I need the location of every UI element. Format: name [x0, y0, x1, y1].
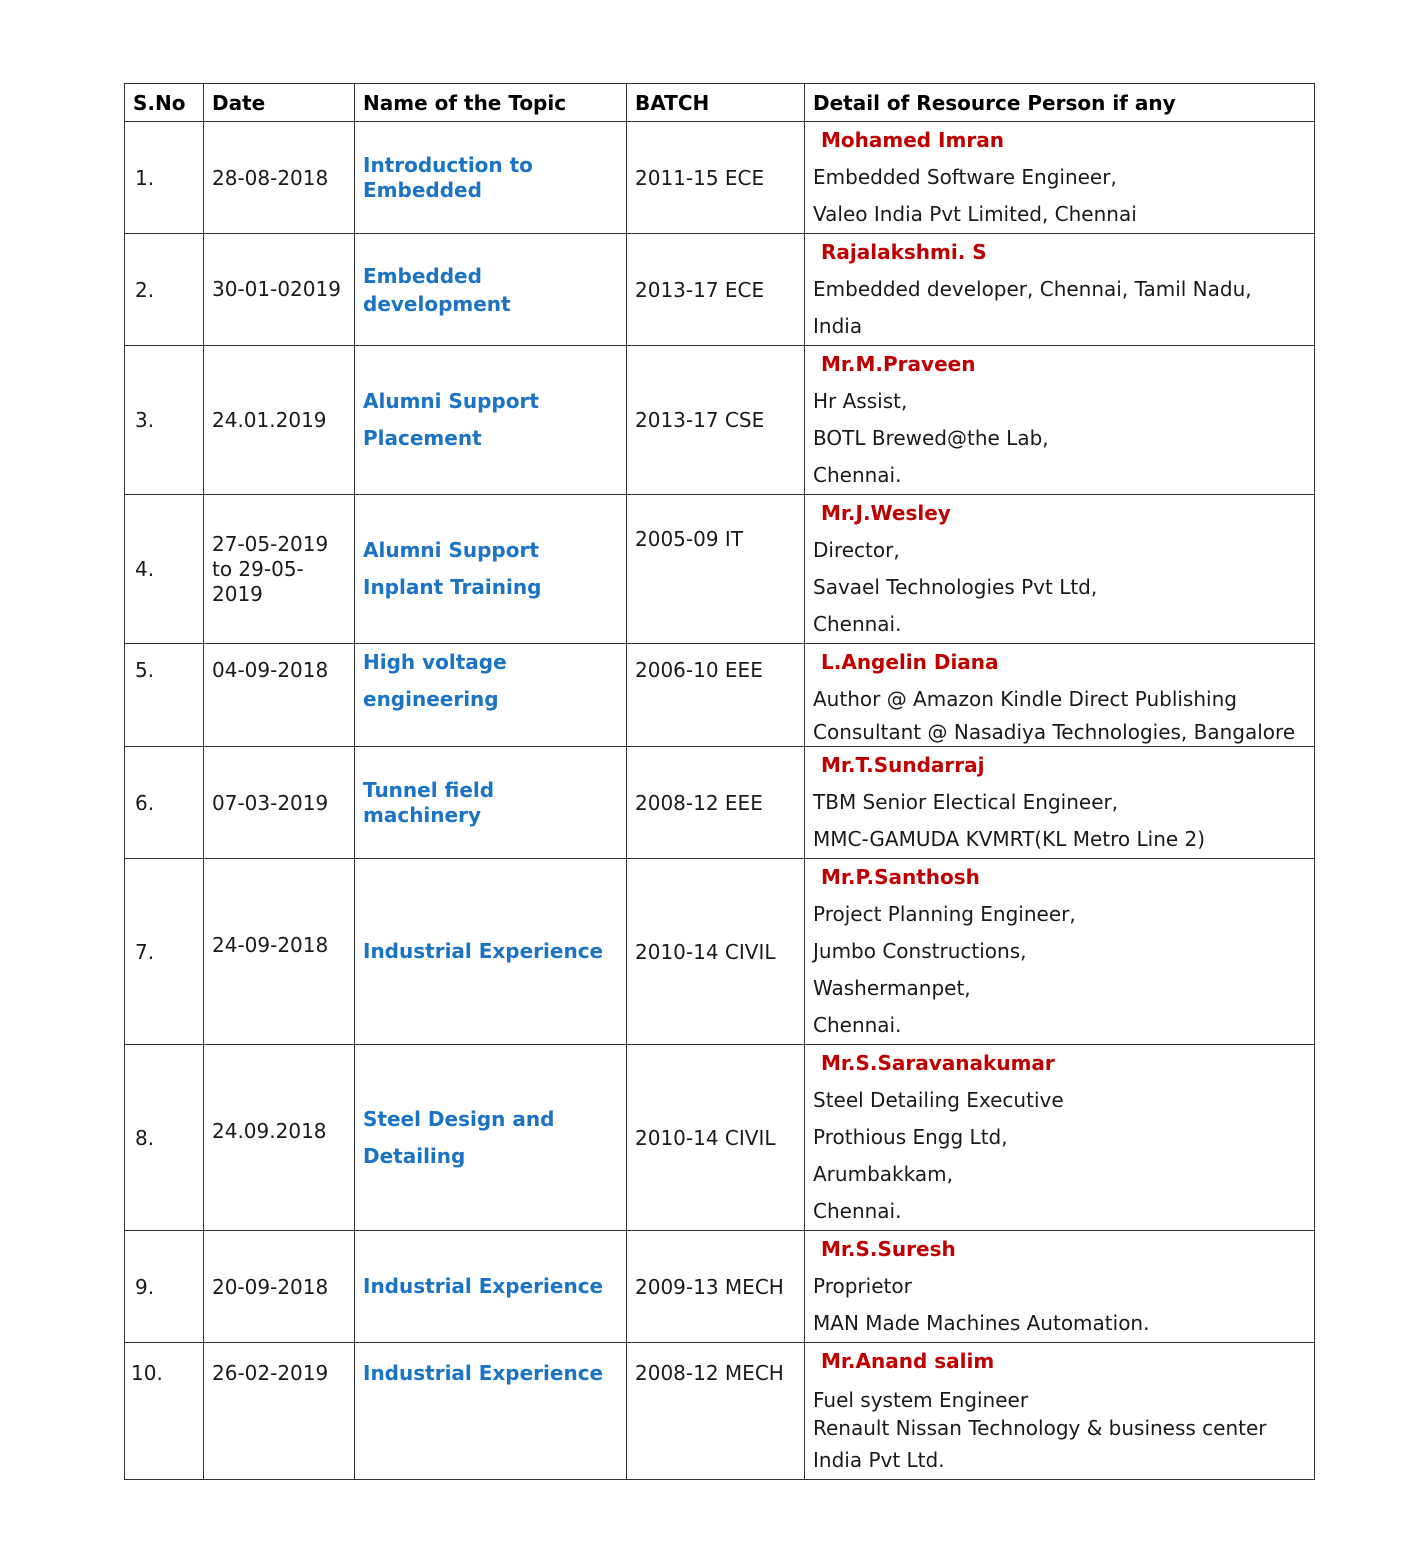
- row-date: 30-01-02019: [204, 234, 355, 346]
- row-date: 28-08-2018: [204, 122, 355, 234]
- resource-person-line: Renault Nissan Technology & business center: [813, 1416, 1267, 1440]
- row-detail: [805, 1343, 1315, 1480]
- row-topic: Introduction to Embedded: [355, 122, 627, 234]
- row-sno: 4.: [125, 495, 204, 644]
- row-batch: 2013-17 ECE: [627, 234, 805, 346]
- row-date: 07-03-2019: [204, 747, 355, 859]
- table-row: [125, 747, 1315, 859]
- row-detail: [805, 644, 1315, 747]
- resource-person-line: Hr Assist,: [813, 389, 908, 413]
- row-sno: 3.: [125, 346, 204, 495]
- resource-person-line: Arumbakkam,: [813, 1162, 953, 1186]
- row-detail: [805, 234, 1315, 346]
- table-row: [125, 346, 1315, 495]
- row-batch: 2013-17 CSE: [627, 346, 805, 495]
- resource-person-line: Chennai.: [813, 1013, 902, 1037]
- row-topic: Industrial Experience: [355, 1231, 627, 1343]
- row-detail: [805, 1231, 1315, 1343]
- resource-person-name: Mr.J.Wesley: [821, 501, 951, 525]
- row-date: 24.01.2019: [204, 346, 355, 495]
- resource-person-line: MMC-GAMUDA KVMRT(KL Metro Line 2): [813, 827, 1206, 851]
- row-date: 26-02-2019: [204, 1343, 355, 1480]
- row-sno: 1.: [125, 122, 204, 234]
- resource-person-line: Project Planning Engineer,: [813, 902, 1076, 926]
- resource-person-line: Proprietor: [813, 1274, 912, 1298]
- resource-person-name: Mr.Anand salim: [821, 1349, 995, 1373]
- row-batch: 2008-12 EEE: [627, 747, 805, 859]
- table-row: [125, 234, 1315, 346]
- row-sno: 2.: [125, 234, 204, 346]
- resource-person-line: Author @ Amazon Kindle Direct Publishing: [813, 687, 1237, 711]
- header-row: [125, 84, 1315, 122]
- resource-person-line: Valeo India Pvt Limited, Chennai: [813, 202, 1137, 226]
- row-batch: 2011-15 ECE: [627, 122, 805, 234]
- row-sno: 6.: [125, 747, 204, 859]
- resource-person-line: Director,: [813, 538, 900, 562]
- row-batch: 2010-14 CIVIL: [627, 1045, 805, 1231]
- resource-person-line: Washermanpet,: [813, 976, 971, 1000]
- resource-person-name: Mohamed Imran: [821, 128, 1004, 152]
- table-row: [125, 1045, 1315, 1231]
- resource-person-line: Embedded developer, Chennai, Tamil Nadu, India: [813, 277, 1252, 338]
- row-detail: [805, 495, 1315, 644]
- row-topic: High voltage engineering: [355, 644, 627, 747]
- row-date: 24-09-2018: [204, 859, 355, 1045]
- table-row: [125, 122, 1315, 234]
- resource-person-line: India Pvt Ltd.: [813, 1448, 945, 1472]
- header-topic: Name of the Topic: [355, 84, 627, 122]
- row-batch: 2006-10 EEE: [627, 644, 805, 747]
- resource-person-line: Consultant @ Nasadiya Technologies, Bangalore: [813, 720, 1296, 744]
- resource-person-name: L.Angelin Diana: [821, 650, 999, 674]
- resource-person-name: Mr.S.Suresh: [821, 1237, 956, 1261]
- row-date: 20-09-2018: [204, 1231, 355, 1343]
- row-topic: Tunnel field machinery: [355, 747, 627, 859]
- resource-person-line: Savael Technologies Pvt Ltd,: [813, 575, 1098, 599]
- resource-person-line: Chennai.: [813, 463, 902, 487]
- table-row: [125, 495, 1315, 644]
- resource-person-name: Rajalakshmi. S: [821, 240, 987, 264]
- row-detail: [805, 747, 1315, 859]
- row-sno: 5.: [125, 644, 204, 747]
- table-row: [125, 859, 1315, 1045]
- resource-person-table: [124, 83, 1315, 1480]
- row-topic: Steel Design and Detailing: [355, 1045, 627, 1231]
- row-detail: [805, 1045, 1315, 1231]
- resource-person-name: Mr.M.Praveen: [821, 352, 976, 376]
- header-batch: BATCH: [627, 84, 805, 122]
- row-batch: 2010-14 CIVIL: [627, 859, 805, 1045]
- resource-person-line: BOTL Brewed@the Lab,: [813, 426, 1049, 450]
- resource-person-name: Mr.T.Sundarraj: [821, 753, 985, 777]
- row-sno: 10.: [125, 1343, 204, 1480]
- resource-person-line: Chennai.: [813, 612, 902, 636]
- row-detail: [805, 346, 1315, 495]
- row-sno: 9.: [125, 1231, 204, 1343]
- resource-person-name: Mr.P.Santhosh: [821, 865, 980, 889]
- resource-person-line: Chennai.: [813, 1199, 902, 1223]
- row-batch: 2009-13 MECH: [627, 1231, 805, 1343]
- row-date: 27-05-2019 to 29-05-2019: [204, 495, 355, 644]
- resource-person-line: MAN Made Machines Automation.: [813, 1311, 1150, 1335]
- header-date: Date: [204, 84, 355, 122]
- resource-person-line: Prothious Engg Ltd,: [813, 1125, 1008, 1149]
- row-detail: [805, 859, 1315, 1045]
- header-detail: Detail of Resource Person if any: [805, 84, 1315, 122]
- row-detail: [805, 122, 1315, 234]
- resource-person-line: Jumbo Constructions,: [813, 939, 1027, 963]
- row-topic: Embedded development: [355, 234, 627, 346]
- row-batch: 2005-09 IT: [627, 495, 805, 644]
- table-row: [125, 1231, 1315, 1343]
- row-topic: Alumni Support Inplant Training: [355, 495, 627, 644]
- row-date: 04-09-2018: [204, 644, 355, 747]
- row-sno: 8.: [125, 1045, 204, 1231]
- table-row: [125, 1343, 1315, 1480]
- row-sno: 7.: [125, 859, 204, 1045]
- resource-person-line: TBM Senior Electical Engineer,: [813, 790, 1119, 814]
- resource-person-name: Mr.S.Saravanakumar: [821, 1051, 1055, 1075]
- row-date: 24.09.2018: [204, 1045, 355, 1231]
- table-row: [125, 644, 1315, 747]
- resource-person-line: Fuel system Engineer: [813, 1388, 1029, 1412]
- resource-person-line: Embedded Software Engineer,: [813, 165, 1117, 189]
- row-batch: 2008-12 MECH: [627, 1343, 805, 1480]
- resource-person-line: Steel Detailing Executive: [813, 1088, 1064, 1112]
- row-topic: Alumni Support Placement: [355, 346, 627, 495]
- row-topic: Industrial Experience: [355, 1343, 627, 1480]
- header-sno: S.No: [125, 84, 204, 122]
- row-topic: Industrial Experience: [355, 859, 627, 1045]
